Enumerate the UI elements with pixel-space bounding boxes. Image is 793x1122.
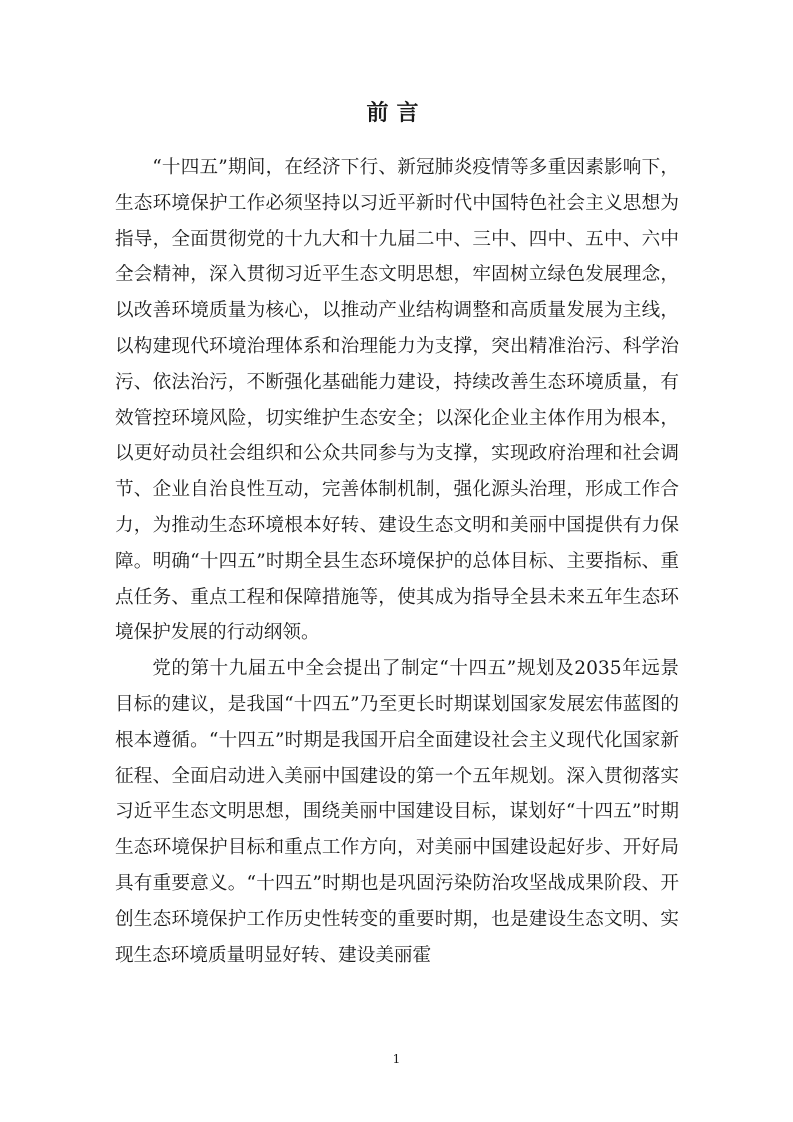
paragraph-1: “十四五”期间，在经济下行、新冠肺炎疫情等多重因素影响下，生态环境保护工作必须坚持以习近平新时代中国特色社会主义思想为指导，全面贯彻党的十九大和十九届二中、三中、四中、五中、六中全会精神，深入贯彻习近平生态文明思想，牢固树立绿色发展理念，以改善环境质量为核心，以推动产业结构调整和高质量发展为主线，以构建现代环境治理体系和治理能力为支撑，突出精准治污、科学治污、依法治污，不断强化基础能力建设，持续改善生态环境质量，有效管控环境风险，切实维护生态安全；以深化企业主体作用为根本，以更好动员社会组织和公众共同参与为支撑，实现政府治理和社会调节、企业自治良性互动，完善体制机制，强化源头治理，形成工作合力，为推动生态环境根本好转、建设生态文明和美丽中国提供有力保障。明确“十四五”时期全县生态环境保护的总体目标、主要指标、重点任务、重点工程和保障措施等，使其成为指导全县未来五年生态环境保护发展的行动纲领。: [115, 157, 679, 644]
page-title: 前言: [366, 100, 427, 126]
paragraph-2: 党的第十九届五中全会提出了制定“十四五”规划及2035年远景目标的建议，是我国“十四五”乃至更长时期谋划国家发展宏伟蓝图的根本遵循。“十四五”时期是我国开启全面建设社会主义现代化国家新征程、全面启动进入美丽中国建设的第一个五年规划。深入贯彻落实习近平生态文明思想，围绕美丽中国建设目标，谋划好“十四五”时期生态环境保护目标和重点工作方向，对美丽中国建设起好步、开好局具有重要意义。“十四五”时期也是巩固污染防治攻坚战成果阶段、开创生态环境保护工作历史性转变的重要时期，也是建设生态文明、实现生态环境质量明显好转、建设美丽霍: [115, 658, 679, 966]
page-number: 1: [392, 1052, 401, 1066]
body-text: [115, 150, 679, 973]
